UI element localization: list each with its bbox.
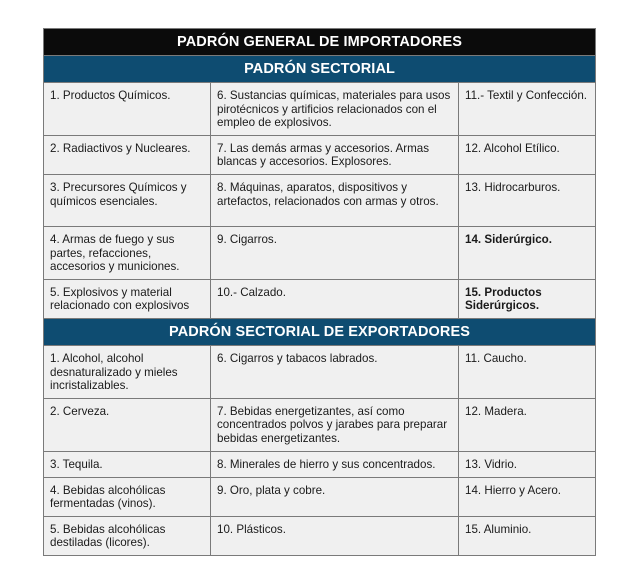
table-row	[44, 226, 596, 279]
table-row	[44, 451, 596, 477]
table-cell: 5. Bebidas alcohólicas destiladas (licores).	[44, 516, 211, 555]
table-row	[44, 279, 596, 318]
table-cell: 13. Hidrocarburos.	[459, 174, 596, 226]
table-cell: 2. Cerveza.	[44, 398, 211, 451]
table-cell: 10. Plásticos.	[211, 516, 459, 555]
table-cell: 3. Precursores Químicos y químicos esenciales.	[44, 174, 211, 226]
table-cell: 8. Minerales de hierro y sus concentrados.	[211, 451, 459, 477]
table-row	[44, 174, 596, 226]
table-cell: 9. Oro, plata y cobre.	[211, 477, 459, 516]
table-row	[44, 398, 596, 451]
table-cell: 6. Cigarros y tabacos labrados.	[211, 345, 459, 398]
table-cell: 1. Alcohol, alcohol desnaturalizado y mieles incristalizables.	[44, 345, 211, 398]
table-cell: 15. Productos Siderúrgicos.	[459, 279, 596, 318]
table-cell: 6. Sustancias químicas, materiales para usos pirotécnicos y artificios relacionados con el empleo de explosivos.	[211, 83, 459, 136]
table-row	[44, 477, 596, 516]
title-row	[44, 29, 596, 56]
table-row	[44, 516, 596, 555]
table-row	[44, 345, 596, 398]
padron-table-container	[43, 28, 595, 556]
table-cell: 8. Máquinas, aparatos, dispositivos y artefactos, relacionados con armas y otros.	[211, 174, 459, 226]
table-cell: 5. Explosivos y material relacionado con explosivos	[44, 279, 211, 318]
table-cell: 14. Hierro y Acero.	[459, 477, 596, 516]
table-cell: 11.- Textil y Confección.	[459, 83, 596, 136]
table-row	[44, 83, 596, 136]
table-cell: 4. Armas de fuego y sus partes, refacciones, accesorios y municiones.	[44, 226, 211, 279]
section-header-row	[44, 56, 596, 83]
padron-table	[43, 28, 596, 556]
table-cell: 3. Tequila.	[44, 451, 211, 477]
section-header-row	[44, 318, 596, 345]
table-cell: 15. Aluminio.	[459, 516, 596, 555]
table-cell: 11. Caucho.	[459, 345, 596, 398]
table-cell: 2. Radiactivos y Nucleares.	[44, 135, 211, 174]
table-cell: 7. Bebidas energetizantes, así como concentrados polvos y jarabes para preparar bebidas energetizantes.	[211, 398, 459, 451]
section-heading-exportadores: PADRÓN SECTORIAL DE EXPORTADORES	[44, 318, 596, 345]
table-cell: 14. Siderúrgico.	[459, 226, 596, 279]
table-cell: 7. Las demás armas y accesorios. Armas blancas y accesorios. Explosores.	[211, 135, 459, 174]
table-cell: 12. Alcohol Etílico.	[459, 135, 596, 174]
table-cell: 4. Bebidas alcohólicas fermentadas (vinos).	[44, 477, 211, 516]
table-cell: 12. Madera.	[459, 398, 596, 451]
section-heading-sectorial: PADRÓN SECTORIAL	[44, 56, 596, 83]
table-cell: 1. Productos Químicos.	[44, 83, 211, 136]
table-row	[44, 135, 596, 174]
table-cell: 10.- Calzado.	[211, 279, 459, 318]
table-title: PADRÓN GENERAL DE IMPORTADORES	[44, 29, 596, 56]
table-cell: 9. Cigarros.	[211, 226, 459, 279]
table-cell: 13. Vidrio.	[459, 451, 596, 477]
